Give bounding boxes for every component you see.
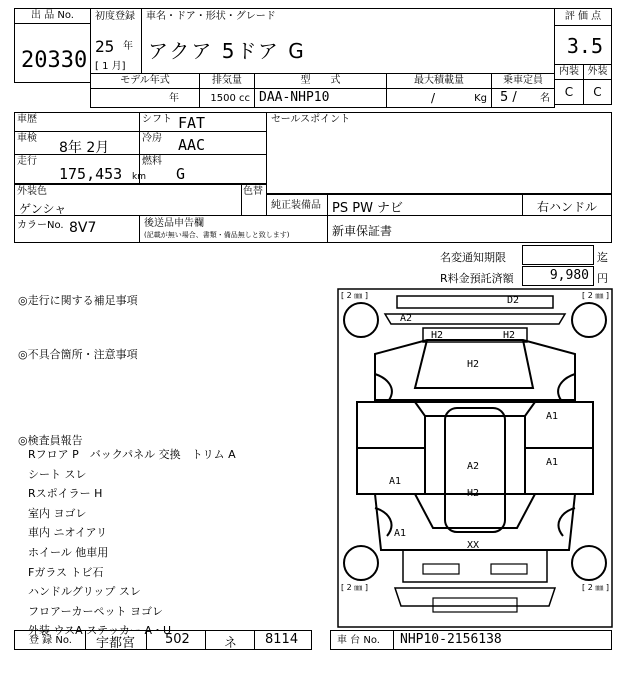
equipment-cell bbox=[327, 194, 523, 216]
ext-color-label: 外装色 bbox=[17, 186, 47, 197]
inspection-value: 8年 2月 bbox=[59, 140, 110, 156]
mileage-value: 175,453 bbox=[59, 165, 123, 183]
rear-lamp-left-grade: H2 bbox=[431, 330, 444, 341]
damage-diagram bbox=[337, 288, 613, 628]
inspector-line: 外装 ウスA ステッカー A・U bbox=[28, 624, 172, 638]
first-reg-year: 25 bbox=[95, 37, 115, 56]
mileage-label: 走行 bbox=[17, 156, 37, 167]
recycle-label: R料金預託済額 bbox=[440, 272, 514, 285]
vehicle-name: アクア 5ドア G bbox=[148, 39, 306, 63]
left-door-grade: A1 bbox=[389, 476, 402, 487]
color-no-value: 8V7 bbox=[69, 220, 97, 236]
inspector-line: フロアーカーペット ヨゴレ bbox=[28, 604, 163, 618]
car-outline-svg bbox=[337, 288, 613, 628]
reg-area-cell bbox=[85, 630, 147, 650]
shift-label: シフト bbox=[142, 114, 172, 125]
max-load-unit: Kg bbox=[474, 93, 487, 104]
type-cell bbox=[254, 88, 387, 108]
max-load-label: 最大積載量 bbox=[386, 73, 492, 89]
color-no-cell bbox=[14, 215, 140, 243]
inspection-label: 車検 bbox=[17, 133, 37, 144]
model-year-value: 年 bbox=[169, 93, 179, 104]
grade-label: 評 価 点 bbox=[554, 8, 612, 26]
right-front-door-grade: A1 bbox=[546, 457, 559, 468]
capacity-label: 乗車定員 bbox=[491, 73, 555, 89]
chassis-no-cell bbox=[393, 630, 612, 650]
equipment-value: PS PW ナビ bbox=[332, 201, 404, 216]
reg-kana: ネ bbox=[224, 636, 238, 651]
trunk-grade: H2 bbox=[467, 359, 480, 370]
mileage-unit: km bbox=[132, 172, 146, 182]
hood-grade: XX bbox=[467, 540, 480, 551]
grade-value: 3.5 bbox=[566, 34, 603, 58]
lot-number: 20330 bbox=[21, 48, 88, 73]
ext-color-value: ゲンシャ bbox=[19, 202, 67, 216]
sales-point-cell bbox=[266, 112, 612, 194]
driving-notes-title: ◎走行に関する補足事項 bbox=[18, 294, 138, 307]
post-report-value-cell bbox=[327, 215, 612, 243]
fuel-value: G bbox=[176, 165, 186, 183]
exterior-label: 外装 bbox=[583, 64, 612, 80]
inspection-cell bbox=[14, 131, 140, 155]
rear-bumper-grade: D2 bbox=[507, 295, 520, 306]
shift-value: FAT bbox=[178, 114, 206, 132]
capacity-cell bbox=[491, 88, 555, 108]
type-value: DAA-NHP10 bbox=[259, 90, 330, 105]
name-change-unit: 迄 bbox=[597, 251, 608, 264]
vehicle-box bbox=[141, 8, 555, 74]
capacity-unit: 名 bbox=[540, 93, 550, 104]
recolor-label: 色替 bbox=[243, 186, 263, 197]
handle-value: 右ハンドル bbox=[537, 200, 598, 214]
history-cell bbox=[14, 112, 140, 132]
tire-bottom-left: [ 2 ㎜ ] bbox=[341, 583, 368, 592]
mileage-cell bbox=[14, 154, 146, 184]
reg-area: 宇都宮 bbox=[96, 636, 136, 651]
max-load-cell bbox=[386, 88, 492, 108]
left-front-grade: A1 bbox=[394, 528, 407, 539]
recycle-unit: 円 bbox=[597, 272, 608, 285]
chassis-label: 車 台 No. bbox=[337, 635, 380, 646]
inspector-line: Rフロア P バックパネル 交換 トリム A bbox=[28, 448, 236, 461]
interior-label: 内装 bbox=[554, 64, 584, 80]
aircon-value: AAC bbox=[178, 136, 206, 154]
displacement-value: 1500 cc bbox=[210, 93, 250, 104]
inspector-report-title: ◎検査員報告 bbox=[18, 434, 83, 447]
roof-grade-a: A2 bbox=[467, 461, 480, 472]
shift-cell bbox=[139, 112, 267, 132]
tire-top-left: [ 2 ㎜ ] bbox=[341, 291, 368, 300]
roof-grade-h: H2 bbox=[467, 488, 480, 499]
grade-box bbox=[554, 25, 612, 65]
recycle-box bbox=[522, 266, 594, 286]
lot-label: 出 品 No. bbox=[14, 8, 91, 24]
reg-number-cell bbox=[254, 630, 312, 650]
reg-label: 登 録 No. bbox=[29, 635, 72, 646]
chassis-no: NHP10-2156138 bbox=[400, 632, 502, 647]
history-label: 車歴 bbox=[17, 114, 37, 125]
post-report-note: (記載が無い場合、書類・備品無しと致します) bbox=[144, 231, 290, 239]
capacity-value: 5 / bbox=[500, 90, 517, 105]
rear-spoiler-grade: A2 bbox=[400, 313, 413, 324]
model-year-cell bbox=[90, 88, 200, 108]
defects-title: ◎不具合箇所・注意事項 bbox=[18, 348, 138, 361]
inspector-line: ホイール 他車用 bbox=[28, 545, 109, 559]
vehicle-label: 車名・ドア・形状・グレード bbox=[146, 11, 276, 22]
name-change-box bbox=[522, 245, 594, 265]
right-rear-door-grade: A1 bbox=[546, 411, 559, 422]
max-load-value: / bbox=[431, 91, 436, 105]
recolor-cell bbox=[241, 184, 267, 216]
first-reg-label: 初度登録 bbox=[95, 11, 135, 22]
equipment-label-cell bbox=[266, 194, 328, 216]
inspector-line: 室内 ヨゴレ bbox=[28, 506, 87, 520]
type-label: 型 式 bbox=[254, 73, 387, 89]
post-report-cell bbox=[139, 215, 328, 243]
exterior-grade: C bbox=[583, 79, 612, 105]
recycle-value: 9,980 bbox=[549, 268, 589, 283]
reg-class-cell bbox=[146, 630, 206, 650]
ext-color-cell bbox=[14, 184, 242, 216]
equipment-label: 純正装備品 bbox=[271, 200, 321, 211]
handle-cell bbox=[522, 194, 612, 216]
displacement-label: 排気量 bbox=[199, 73, 255, 89]
inspector-line: 車内 ニオイアリ bbox=[28, 526, 108, 540]
inspector-line: Fガラス トビ石 bbox=[28, 565, 104, 579]
post-report-value: 新車保証書 bbox=[332, 224, 393, 238]
reg-number: 8114 bbox=[265, 632, 299, 647]
chassis-label-cell bbox=[330, 630, 394, 650]
color-no-label: カラーNo. bbox=[17, 220, 64, 231]
inspector-report-list bbox=[28, 445, 236, 641]
first-reg-year-unit: 年 bbox=[123, 41, 133, 52]
first-reg-box bbox=[90, 8, 142, 74]
inspector-line: シート スレ bbox=[28, 467, 87, 481]
reg-class: 502 bbox=[165, 632, 190, 647]
tire-top-right: [ 2 ㎜ ] bbox=[582, 291, 609, 300]
rear-lamp-right-grade: H2 bbox=[503, 330, 516, 341]
aircon-label: 冷房 bbox=[142, 133, 162, 144]
fuel-cell bbox=[139, 154, 267, 184]
tire-bottom-right: [ 2 ㎜ ] bbox=[582, 583, 609, 592]
lot-box bbox=[14, 23, 91, 83]
aircon-cell bbox=[139, 131, 267, 155]
inspector-line: ハンドルグリップ スレ bbox=[28, 585, 141, 599]
displacement-cell bbox=[199, 88, 255, 108]
interior-grade: C bbox=[554, 79, 584, 105]
fuel-label: 燃料 bbox=[142, 156, 162, 167]
post-report-label: 後送品申告欄 bbox=[144, 218, 204, 229]
reg-kana-cell bbox=[205, 630, 255, 650]
sales-point-label: セールスポイント bbox=[271, 114, 351, 125]
model-year-label: モデル年式 bbox=[90, 73, 200, 89]
first-reg-month: [ 1 月] bbox=[95, 61, 126, 72]
name-change-label: 名変通知期限 bbox=[440, 251, 506, 264]
inspector-line: Rスポイラー H bbox=[28, 487, 103, 501]
reg-label-cell bbox=[14, 630, 86, 650]
